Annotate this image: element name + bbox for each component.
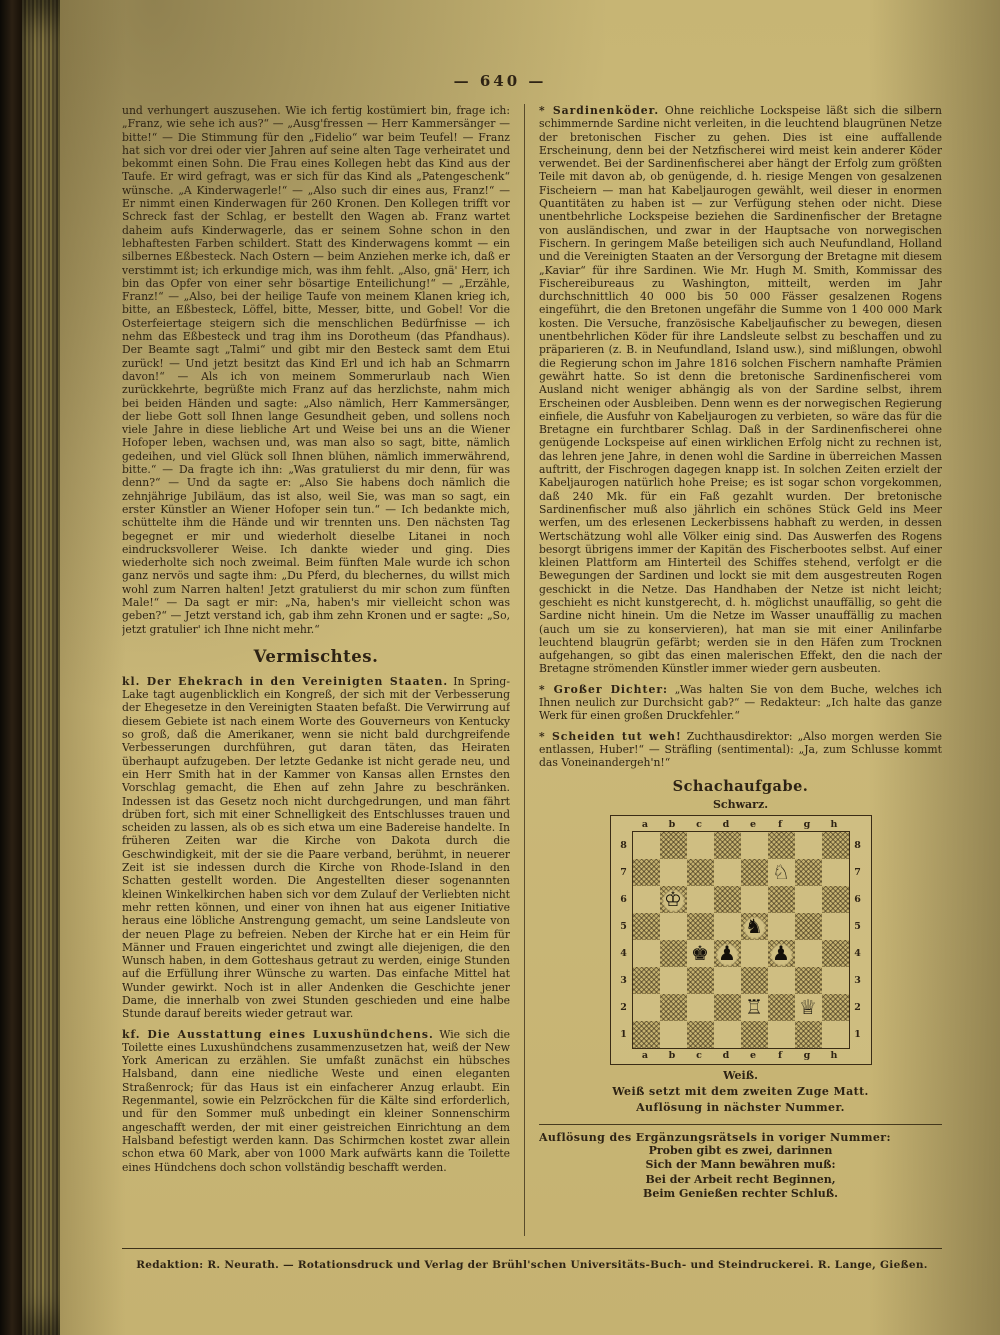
- article-ehekrach-lead: kl. Der Ehekrach in den Vereinigten Staaten.: [122, 674, 449, 688]
- article-ehekrach-text: In Spring-Lake tagt augenblicklich ein Kongreß, der sich mit der Verbesserung der Ehegesetze in den Vereinigten Staaten befaßt. Die Verwirrung auf diesem Gebiete ist nach einem Worte des Gouverneurs von Kentucky so groß, daß die Amerikaner, wenn sie nicht bald durchgreifende Verbesserungen durchführen, gut daran täten, das Heiraten überhaupt aufzugeben. Der letzte Gedanke ist nicht gerade neu, und ein Herr Smith hat in der Kammer von Kansas allen Ernstes den Vorschlag gemacht, die Ehen auf zehn Jahre zu beschränken. Indessen ist das Gesetz noch nicht durchgedrungen, und man fährt drüben fort, sich mit einer Schnelligkeit des Entschlusses trauen und scheiden zu lassen, als ob es sich etwa um eine Badereise handelte. In früheren Zeiten war die Kirche von Dakota durch die Geschwindigkeit, mit der sie die Paare verband, berühmt, in neuerer Zeit ist sie indessen durch die Kirche von Rhode-Island in den Schatten gestellt worden. Die Angestellten dieser sogenannten kleinen Winkelkirchen haben sich vor dem Zulauf der Verliebten nicht mehr retten können, und einer von ihnen hat aus eigener Initiative heraus eine löbliche Anstrengung gemacht, um seine Landsleute von der neuen Plage zu befreien. Neben der Kirche hat er ein Heim für Männer und Frauen eingerichtet und zwingt alle diejenigen, die den Wunsch haben, in dem Gotteshaus getraut zu werden, einige Stunden auf die Erfüllung ihrer Wünsche zu warten. Das einfache Mittel hat Wunder gewirkt. Noch ist in aller Andenken die Geschichte jener Dame, die innerhalb von zwei Stunden geschieden und eine halbe Stunde darauf bereits wieder getraut war.: [122, 674, 510, 1021]
- column-divider: [524, 104, 525, 1236]
- story-continuation-text: und verhungert auszusehen. Wie ich fertig kostümiert bin, frage ich: „Franz, wie sehe ich aus?“ — „Ausg'fressen — Herr Kammersänger — bitte!“ — Die Stimmung für den „Fidelio“ war beim Teufel! — Franz hat sich vor drei oder vier Jahren auf seine alten Tage verheiratet und bekommt einen Sohn. Die Frau eines Kollegen hebt das Kind aus der Taufe. Er wird gefragt, was er sich für das Kind als „Patengeschenk“ wünsche. „A Kinderwagerle!“ — „Also such dir eines aus, Franz!“ — Er nimmt einen Kinderwagen für 260 Kronen. Den Kollegen trifft vor Schreck fast der Schlag, er bestellt den Wagen ab. Franz wartet daheim aufs Kinderwagerle, das er seinem Sohne schon in den lebhaftesten Farben schildert. Statt des Kinderwagens kommt — ein silbernes Eßbesteck. Nach Ostern — beim Anziehen merke ich, daß er verstimmt ist; ich erkundige mich, was ihm fehlt. „Also, gnä' Herr, ich bin das Opfer von einer sehr bösartige Enteilichung!“ — „Erzähle, Franz!“ — „Also, bei der heilige Taufe von meinem Klanen krieg ich, bitte, an Eßbesteck, Löffel, bitte, Messer, bitte, und Gobel! Vor die Osterfeiertage steigern sich die menschlichen Bedürfnisse — ich nehm das Eßbesteck und trag ihm ins Dorotheum (das Pfandhaus). Der Beamte sagt „Talmi“ und gibt mir den Besteck samt dem Etui zurück! — Und jetzt besitzt das Kind Erl und ich hab an Schmarrn davon!“ — Als ich von meinem Sommerurlaub nach Wien zurückkehrte, begrüßte mich Franz auf das herzlichste, nahm mich bei beiden Händen und sagte: „Also nämlich, Herr Kammersänger, der liebe Gott soll Ihnen lange Gesundheit geben, und sollens noch viele Jahre in diese liebliche Art und Weise bei uns an die Wiener Hofoper leben, wachsen und, was man also so sagt, bitte, nämlich gedeihen, und viel Glück soll Ihnen blühen, nämlich immerwährend, bitte.“ — Da fragte ich ihn: „Was gratulierst du mir denn, für was denn?“ — Und da sagte er: „Also Sie habens doch nämlich die zehnjährige Jubiläum, das ist also, weil Sie, was man so sagt, ein erster Künstler an Wiener Hofoper sein tun.“ — Ich bedankte mich, schüttelte ihm die Hände und wir trennten uns. Den nächsten Tag begegnet er mir und wiederholt dieselbe Litanei in noch eindrucksvollerer Weise. Ich dankte wieder und ging. Dies wiederholte sich noch zweimal. Beim fünften Male wurde ich schon ganz nervös und sagte ihm: „Du Pferd, du blechernes, du willst mich wohl zum Narren halten! Jetzt gratulierst du mir schon zum fünften Male!“ — Da sagt er mir: „Na, haben's mir vielleicht schon was geben?“ — Jetzt verstand ich, gab ihm zehn Kronen und er sagte: „So, jetzt gratulier' ich Ihne nicht mehr.“: [122, 104, 510, 636]
- chess-square-f1: [768, 1021, 795, 1048]
- file-label: b: [668, 818, 676, 830]
- joke-dichter-text: „Was halten Sie von dem Buche, welches ich Ihnen neulich zur Durchsicht gab?“ — Redakteur: „Ich halte das ganze Werk für einen großen Druckfehler.“: [539, 682, 942, 723]
- file-label: d: [722, 1049, 730, 1061]
- white-king-icon: ♔: [660, 886, 687, 913]
- chess-square-h5: [822, 913, 849, 940]
- file-label: d: [722, 818, 730, 830]
- riddle-solution-line: Sich der Mann bewähren muß:: [645, 1158, 836, 1172]
- chess-square-d2: [714, 994, 741, 1021]
- riddle-solution: [539, 1124, 942, 1202]
- file-label: e: [749, 1049, 757, 1061]
- left-column: [122, 104, 510, 1236]
- chess-square-h1: [822, 1021, 849, 1048]
- file-label: f: [777, 1049, 783, 1061]
- chess-square-h6: [822, 886, 849, 913]
- chess-square-a3: [633, 967, 660, 994]
- chess-square-e7: [741, 859, 768, 886]
- article-sardinenkoeder: [539, 104, 942, 676]
- file-labels-bottom: [616, 1049, 866, 1062]
- newspaper-page: [60, 0, 1000, 1335]
- file-label: h: [830, 1049, 838, 1061]
- footer-rule: [122, 1248, 942, 1249]
- chess-square-a6: [633, 886, 660, 913]
- chess-square-g7: [795, 859, 822, 886]
- article-sardinenkoeder-lead: * Sardinenköder.: [539, 104, 660, 117]
- rank-labels-right: [850, 832, 866, 1048]
- chess-square-h3: [822, 967, 849, 994]
- chess-square-d7: [714, 859, 741, 886]
- chess-square-g6: [795, 886, 822, 913]
- rank-label: 5: [620, 920, 627, 932]
- chess-square-f7: [768, 859, 795, 886]
- chess-square-d8: [714, 832, 741, 859]
- chess-square-a2: [633, 994, 660, 1021]
- chess-square-g8: [795, 832, 822, 859]
- chess-square-a1: [633, 1021, 660, 1048]
- imprint-line: Redaktion: R. Neurath. — Rotationsdruck und Verlag der Brühl'schen Universitäts-Buch- und Steindruckerei. R. Lange, Gießen.: [136, 1259, 928, 1271]
- chess-square-e6: [741, 886, 768, 913]
- content-columns: [122, 104, 942, 1236]
- rank-label: 4: [854, 947, 861, 959]
- rank-label: 2: [854, 1001, 861, 1013]
- chess-square-b4: [660, 940, 687, 967]
- rank-label: 8: [854, 839, 861, 851]
- joke-scheiden-lead: * Scheiden tut weh!: [539, 729, 682, 743]
- chess-square-f2: [768, 994, 795, 1021]
- article-luxushuendchen: [122, 1028, 510, 1174]
- riddle-solution-heading: Auflösung des Ergänzungsrätsels in voriger Nummer:: [539, 1130, 891, 1144]
- rank-label: 2: [620, 1001, 627, 1013]
- white-knight-icon: ♘: [768, 859, 795, 886]
- article-sardinenkoeder-text: Ohne reichliche Lockspeise läßt sich die silbern schimmernde Sardine nicht verleiten, in die leuchtend blaugrünen Netze der bretonischen Fischer zu gehen. Dies ist eine auffallende Erscheinung, denn bei der Netzfischerei wird meist kein anderer Köder verwendet. Bei der Sardinenfischerei aber hängt der Erfolg zum größten Teile mit davon ab, ob genügende, d. h. riesige Mengen von gesalzenen Fischeiern — man hat Kabeljaurogen gewählt, weil dieser in enormen Quantitäten zu haben ist — zur Verfügung stehen oder nicht. Diese unentbehrliche Lockspeise beziehen die Sardinenfischer der Bretagne von ausländischen, und zwar in der Hauptsache von norwegischen Fischern. In geringem Maße beteiligen sich auch Neufundland, Holland und die Vereinigten Staaten an der Versorgung der Bretagne mit diesem „Kaviar“ für ihre Sardinen. Wie Mr. Hugh M. Smith, Kommissar des Fischereibureaus zu Washington, mitteilt, werden im Jahr durchschnittlich 40 000 bis 50 000 Fässer gesalzenen Rogens eingeführt, die den Bretonen ungefähr die Summe von 1 400 000 Mark kosten. Die Versuche, französische Kabeljaufischer zu bewegen, diesen unentbehrlichen Köder für ihre Landsleute selbst zu beschaffen und zu präparieren (z. B. in Neufundland, Island usw.), sind mißlungen, obwohl die Regierung schon im Jahre 1816 solchen Fischern namhafte Prämien gewährt hatte. So ist denn die bretonische Sardinenfischerei vom Ausland nicht weniger abhängig als von der Sardine selbst, ihrem Erscheinen oder Ausbleiben. Denn wenn es der norwegischen Regierung einfiele, die Ausfuhr von Kabeljaurogen zu verbieten, so wäre das für die Bretagne ein furchtbarer Schlag. Daß in der Sardinenfischerei ohne genügende Lockspeise auf einen wirklichen Erfolg nicht zu rechnen ist, das lehren jene Jahre, in denen wohl die Sardine in überreichen Massen auftritt, der Fischrogen dagegen knapp ist. In solchen Zeiten erzielt der Kabeljaurogen natürlich hohe Preise; es ist sogar schon vorgekommen, daß 240 Mk. für ein Faß gezahlt wurden. Der bretonische Sardinenfischer muß also jährlich ein schönes Stück Geld ins Meer werfen, um des erlesenen Leckerbissens habhaft zu werden, in dessen Wertschätzung wohl alle Völker einig sind. Das Auswerfen des Rogens besorgt übrigens immer der Kapitän des Fischerbootes selbst. Auf einer kleinen Plattform am Hinterteil des Schiffes stehend, verfolgt er die Bewegungen der Sardinen und lockt sie mit dem ausgestreuten Rogen geschickt in die Netze. Das Handhaben der Netze ist nicht leicht; geschieht es nicht kunstgerecht, d. h. möglichst unauffällig, so geht die Sardine nicht hinein. Um die Netze im Wasser unauffällig zu machen (auch um sie zu konservieren), hat man sie mit einer Anilinfarbe leuchtend blaugrün gefärbt; werden sie in den Häfen zum Trocknen aufgehangen, so gibt das einen malerischen Effekt, den die nach der Bretagne strömenden Künstler immer wieder gern ausbeuten.: [539, 104, 942, 676]
- rank-label: 6: [620, 893, 627, 905]
- joke-dichter-lead: * Großer Dichter:: [539, 682, 668, 696]
- chess-square-h8: [822, 832, 849, 859]
- chess-square-f6: [768, 886, 795, 913]
- chess-square-c8: [687, 832, 714, 859]
- chess-black-label: Schwarz.: [712, 797, 769, 811]
- chess-square-f8: [768, 832, 795, 859]
- chess-square-h2: [822, 994, 849, 1021]
- chess-square-e1: [741, 1021, 768, 1048]
- white-queen-icon: ♕: [795, 994, 822, 1021]
- chess-square-d1: [714, 1021, 741, 1048]
- chess-square-b7: [660, 859, 687, 886]
- chess-square-f3: [768, 967, 795, 994]
- file-label: b: [668, 1049, 676, 1061]
- chess-square-g3: [795, 967, 822, 994]
- chess-square-d4: [714, 940, 741, 967]
- chess-square-b8: [660, 832, 687, 859]
- chess-square-b5: [660, 913, 687, 940]
- joke-scheiden: [539, 730, 942, 770]
- rank-label: 7: [854, 866, 861, 878]
- file-label: c: [696, 818, 702, 830]
- article-luxushuendchen-lead: kf. Die Ausstattung eines Luxushündchens.: [122, 1027, 434, 1041]
- riddle-solution-line: Bei der Arbeit recht Beginnen,: [645, 1172, 836, 1186]
- chess-square-d3: [714, 967, 741, 994]
- riddle-solution-verse: [539, 1144, 942, 1202]
- chess-square-c5: [687, 913, 714, 940]
- file-label: g: [803, 818, 811, 830]
- file-label: a: [641, 1049, 649, 1061]
- joke-scheiden-text: Zuchthausdirektor: „Also morgen werden Sie entlassen, Huber!“ — Sträfling (sentimental): „Ja, zum Schlusse kommt das Voneinandergeh'n!“: [539, 729, 942, 770]
- chess-square-b3: [660, 967, 687, 994]
- chess-square-c1: [687, 1021, 714, 1048]
- page-number: — 640 —: [453, 72, 547, 90]
- chess-square-f5: [768, 913, 795, 940]
- riddle-solution-line: Beim Genießen rechter Schluß.: [643, 1187, 838, 1201]
- chess-square-c6: [687, 886, 714, 913]
- chess-square-d6: [714, 886, 741, 913]
- rank-label: 4: [620, 947, 627, 959]
- chess-title: Schachaufgabe.: [672, 777, 809, 795]
- chess-board-frame: [610, 815, 872, 1065]
- chess-square-b2: [660, 994, 687, 1021]
- chess-square-d5: [714, 913, 741, 940]
- chess-square-a5: [633, 913, 660, 940]
- rank-label: 5: [854, 920, 861, 932]
- chess-square-a8: [633, 832, 660, 859]
- black-pawn-icon: ♟: [768, 940, 795, 967]
- chess-square-c7: [687, 859, 714, 886]
- chess-square-e3: [741, 967, 768, 994]
- right-column: [539, 104, 942, 1236]
- chess-square-h7: [822, 859, 849, 886]
- rank-label: 7: [620, 866, 627, 878]
- chess-square-f4: [768, 940, 795, 967]
- rank-label: 8: [620, 839, 627, 851]
- chess-square-e5: [741, 913, 768, 940]
- chess-square-b6: [660, 886, 687, 913]
- chess-square-e8: [741, 832, 768, 859]
- article-ehekrach: [122, 675, 510, 1021]
- chess-square-a4: [633, 940, 660, 967]
- chess-square-g4: [795, 940, 822, 967]
- file-label: c: [696, 1049, 702, 1061]
- chess-square-g1: [795, 1021, 822, 1048]
- black-king-icon: ♚: [687, 940, 714, 967]
- rank-label: 6: [854, 893, 861, 905]
- chess-square-g2: [795, 994, 822, 1021]
- file-label: a: [641, 818, 649, 830]
- chess-square-c3: [687, 967, 714, 994]
- chess-white-label: Weiß.: [723, 1068, 758, 1082]
- chess-square-c4: [687, 940, 714, 967]
- black-pawn-icon: ♟: [714, 940, 741, 967]
- chess-square-h4: [822, 940, 849, 967]
- rank-labels-left: [616, 832, 632, 1048]
- file-label: h: [830, 818, 838, 830]
- chess-stipulation: Weiß setzt mit dem zweiten Zuge Matt.: [612, 1084, 869, 1098]
- book-spine: [0, 0, 22, 1335]
- section-title-vermischtes: Vermischtes.: [253, 646, 379, 666]
- chess-square-c2: [687, 994, 714, 1021]
- page-edges: [22, 0, 61, 1335]
- file-label: g: [803, 1049, 811, 1061]
- file-label: f: [777, 818, 783, 830]
- black-knight-icon: ♞: [741, 913, 768, 940]
- rank-label: 1: [620, 1028, 627, 1040]
- rank-label: 1: [854, 1028, 861, 1040]
- chess-board: [632, 831, 850, 1049]
- chess-square-g5: [795, 913, 822, 940]
- article-luxushuendchen-text: Wie sich die Toilette eines Luxushündchens zusammenzusetzen hat, weiß der New York American zu erzählen. Sie umfaßt zunächst ein hübsches Halsband, dann eine niedliche Weste und einen eleganten Straßenrock; für das Haus ist ein einfacherer Anzug erlaubt. Ein Regenmantel, sowie ein Pelzröckchen für die Kälte sind erforderlich, und für den Sommer muß unbedingt ein kleiner Sonnenschirm angeschafft werden, der mit einer geistreichen Einrichtung an dem Halsband befestigt werden kann. Das Schirmchen kostet zwar allein schon etwa 60 Mark, aber von 1000 Mark aufwärts kann die Toilette eines Hündchens doch schon vollständig beschafft werden.: [122, 1027, 510, 1174]
- rank-label: 3: [854, 974, 861, 986]
- white-rook-icon: ♖: [741, 994, 768, 1021]
- chess-problem: [539, 778, 942, 1114]
- rank-label: 3: [620, 974, 627, 986]
- chess-square-e2: [741, 994, 768, 1021]
- chess-solution-notice: Auflösung in nächster Nummer.: [636, 1100, 845, 1114]
- file-labels-top: [616, 818, 866, 831]
- chess-square-a7: [633, 859, 660, 886]
- chess-square-b1: [660, 1021, 687, 1048]
- chess-square-e4: [741, 940, 768, 967]
- joke-dichter: [539, 683, 942, 723]
- riddle-solution-line: Proben gibt es zwei, darinnen: [648, 1143, 833, 1157]
- file-label: e: [749, 818, 757, 830]
